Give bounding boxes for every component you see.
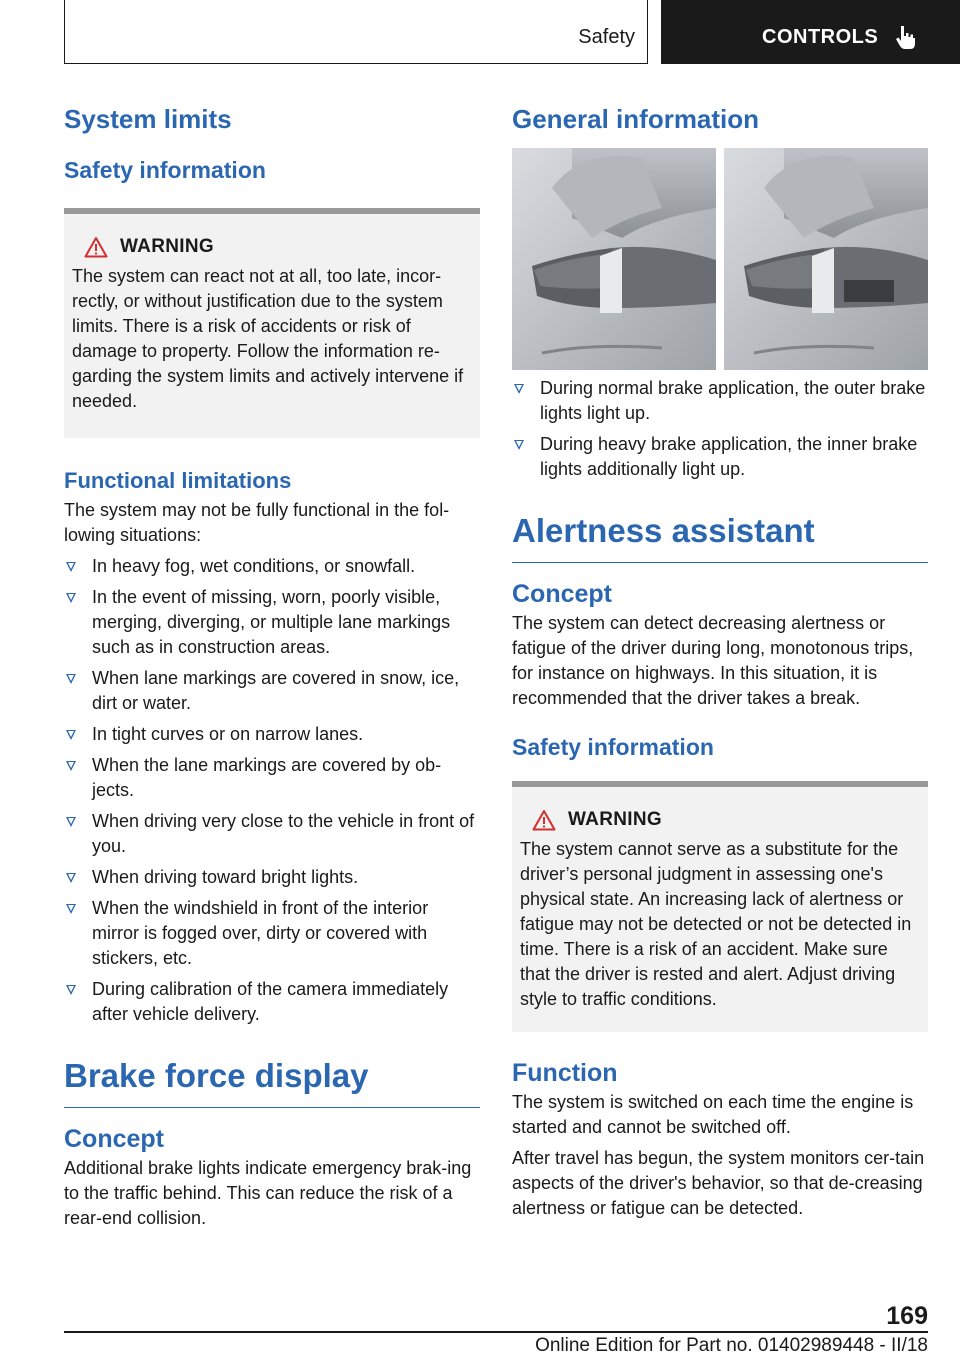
brake-concept-title: Concept — [64, 1125, 164, 1153]
safety-information-title: Safety information — [64, 157, 266, 183]
list-item: In the event of missing, worn, poorly visible, merging, diverging, or multiple lane markings such as in construction areas. — [64, 585, 480, 660]
warning-label: WARNING — [568, 809, 662, 830]
footer-divider — [64, 1331, 928, 1333]
warning-label: WARNING — [120, 236, 214, 257]
alertness-safety-title: Safety information — [512, 734, 714, 760]
warning-text: The system can react not at all, too late, incor-rectly, or without justification due to the system limits. There is a risk of accidents or risk of damage to property. Follow the information re-garding the system limits and actively intervene if needed. — [72, 266, 464, 411]
warning-box — [512, 781, 928, 1032]
functional-limitations-title: Functional limitations — [64, 468, 292, 493]
general-information-title: General information — [512, 104, 760, 134]
brake-force-display-title: Brake force display — [64, 1053, 480, 1108]
list-item: During normal brake application, the outer brake lights light up. — [512, 376, 928, 426]
list-item: In heavy fog, wet conditions, or snowfall. — [64, 554, 480, 579]
alertness-concept-title: Concept — [512, 580, 612, 608]
header-chapter-label: CONTROLS — [762, 26, 879, 48]
system-limits-title: System limits — [64, 104, 232, 134]
list-item: When the windshield in front of the interior mirror is fogged over, dirty or covered with stickers, etc. — [64, 896, 480, 971]
function-text: The system is switched on each time the engine is started and cannot be switched off. — [512, 1092, 914, 1137]
brake-lights-figure — [512, 148, 928, 370]
list-item: When lane markings are covered in snow, ice, dirt or water. — [64, 666, 480, 716]
header-chapter-tab — [661, 0, 960, 64]
warning-text: The system cannot serve as a substitute for the driver’s personal judgment in assessing one's physical state. An increasing lack of alertness or fatigue may not be detected or not be detected in time. There is a risk of an accident. Make sure that the driver is rested and alert. Adjust driving style to traffic conditions. — [520, 839, 912, 1009]
function-text: After travel has begun, the system monitors cer-tain aspects of the driver's behavior, so that de-creasing alertness or fatigue can be detected. — [512, 1148, 925, 1218]
brake-lights-list — [512, 376, 928, 482]
alertness-assistant-title: Alertness assistant — [512, 508, 928, 563]
warning-header — [532, 809, 920, 831]
right-column — [512, 98, 928, 1221]
rear-lights-illustration — [512, 148, 928, 370]
functional-list — [64, 554, 480, 1027]
function-title: Function — [512, 1059, 618, 1087]
page-number: 169 — [886, 1302, 928, 1330]
warning-header — [84, 236, 472, 258]
brake-concept-text: Additional brake lights indicate emergency brak-ing to the traffic behind. This can reduce the risk of a rear-end collision. — [64, 1158, 472, 1228]
header-section-label: Safety — [578, 26, 635, 48]
warning-box — [64, 208, 480, 438]
list-item: In tight curves or on narrow lanes. — [64, 722, 480, 747]
alertness-concept-text: The system can detect decreasing alertness or fatigue of the driver during long, monotonous trips, for instance on highways. In this situation, it is recommended that the driver takes a break. — [512, 613, 914, 708]
list-item: During heavy brake application, the inner brake lights additionally light up. — [512, 432, 928, 482]
list-item: When driving toward bright lights. — [64, 865, 480, 890]
list-item: When the lane markings are covered by ob-jects. — [64, 753, 480, 803]
warning-triangle-icon — [532, 809, 556, 831]
list-item: During calibration of the camera immediately after vehicle delivery. — [64, 977, 480, 1027]
warning-triangle-icon — [84, 236, 108, 258]
hand-pointer-icon — [895, 24, 917, 55]
functional-intro: The system may not be fully functional in the fol-lowing situations: — [64, 500, 450, 545]
header-section-box — [64, 0, 648, 64]
list-item: When driving very close to the vehicle in front of you. — [64, 809, 480, 859]
left-column — [64, 98, 480, 1231]
footer-edition: Online Edition for Part no. 01402989448 - II/18 — [535, 1335, 928, 1356]
